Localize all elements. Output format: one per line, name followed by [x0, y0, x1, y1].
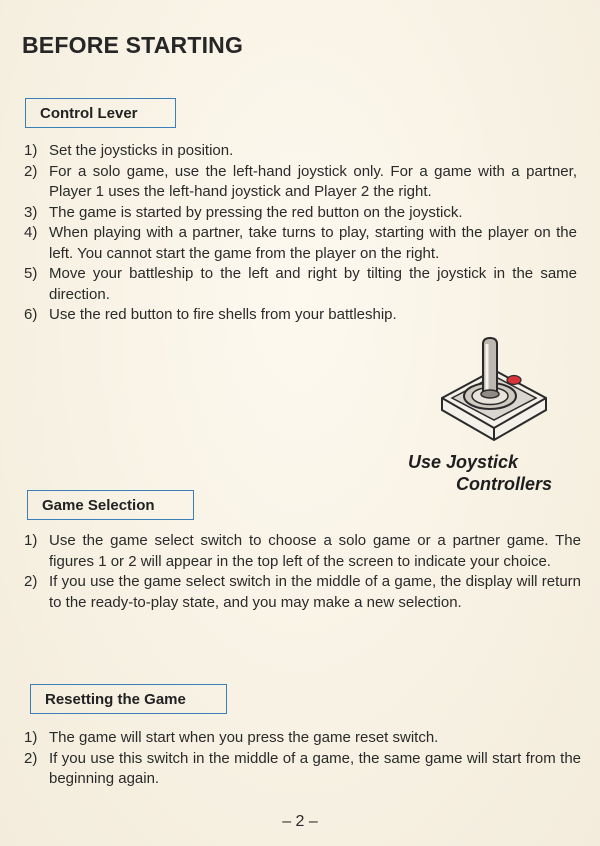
joystick-icon	[436, 336, 552, 450]
caption-line-1: Use Joystick	[408, 452, 519, 472]
list-item	[0, 264, 577, 305]
list-item	[0, 749, 581, 790]
item-number: 1)	[24, 142, 38, 159]
item-number: 2)	[24, 573, 38, 590]
item-text: For a solo game, use the left-hand joystick only. For a game with a partner, Player 1 uses the left-hand joystick and Player 2 the right.	[49, 162, 577, 200]
list-item	[0, 203, 577, 224]
item-text: If you use this switch in the middle of a game, the same game will start from the beginning again.	[49, 749, 581, 787]
item-number: 4)	[24, 224, 38, 241]
item-number: 3)	[24, 203, 38, 221]
item-text: Move your battleship to the left and right by tilting the joystick in the same direction.	[49, 265, 577, 303]
caption-line-2: Controllers	[456, 474, 553, 494]
red-button-icon	[507, 376, 521, 385]
control-lever-list	[0, 141, 577, 326]
list-item	[0, 141, 577, 162]
item-text: The game is started by pressing the red button on the joystick.	[49, 203, 463, 221]
section-heading-game-selection: Game Selection	[27, 490, 194, 520]
list-item	[0, 728, 581, 749]
item-number: 1)	[24, 729, 38, 746]
item-text: When playing with a partner, take turns to play, starting with the player on the left. You cannot start the game from the player on the right.	[49, 224, 577, 262]
item-text: Use the game select switch to choose a solo game or a partner game. The figures 1 or 2 will appear in the top left of the screen to indicate your choice.	[49, 532, 581, 570]
item-number: 2)	[24, 749, 38, 767]
list-item	[0, 305, 409, 326]
section-heading-control-lever: Control Lever	[25, 98, 176, 128]
list-item	[0, 531, 581, 572]
page-title: BEFORE STARTING	[22, 32, 244, 58]
list-item	[0, 223, 577, 264]
list-item	[0, 572, 581, 613]
resetting-list	[0, 728, 581, 790]
item-number: 1)	[24, 532, 38, 549]
item-text: Set the joysticks in position.	[49, 142, 234, 159]
page-number: – 2 –	[282, 813, 318, 830]
item-number: 2)	[24, 162, 38, 180]
list-item	[0, 162, 577, 203]
item-text: The game will start when you press the game reset switch.	[49, 729, 439, 746]
item-text: If you use the game select switch in the middle of a game, the display will return to the ready-to-play state, and you may make a new selection.	[49, 573, 581, 611]
item-text: Use the red button to fire shells from your battleship.	[49, 306, 397, 323]
section-heading-resetting: Resetting the Game	[30, 684, 227, 714]
game-selection-list	[0, 531, 581, 613]
item-number: 6)	[24, 306, 38, 323]
item-number: 5)	[24, 265, 38, 282]
